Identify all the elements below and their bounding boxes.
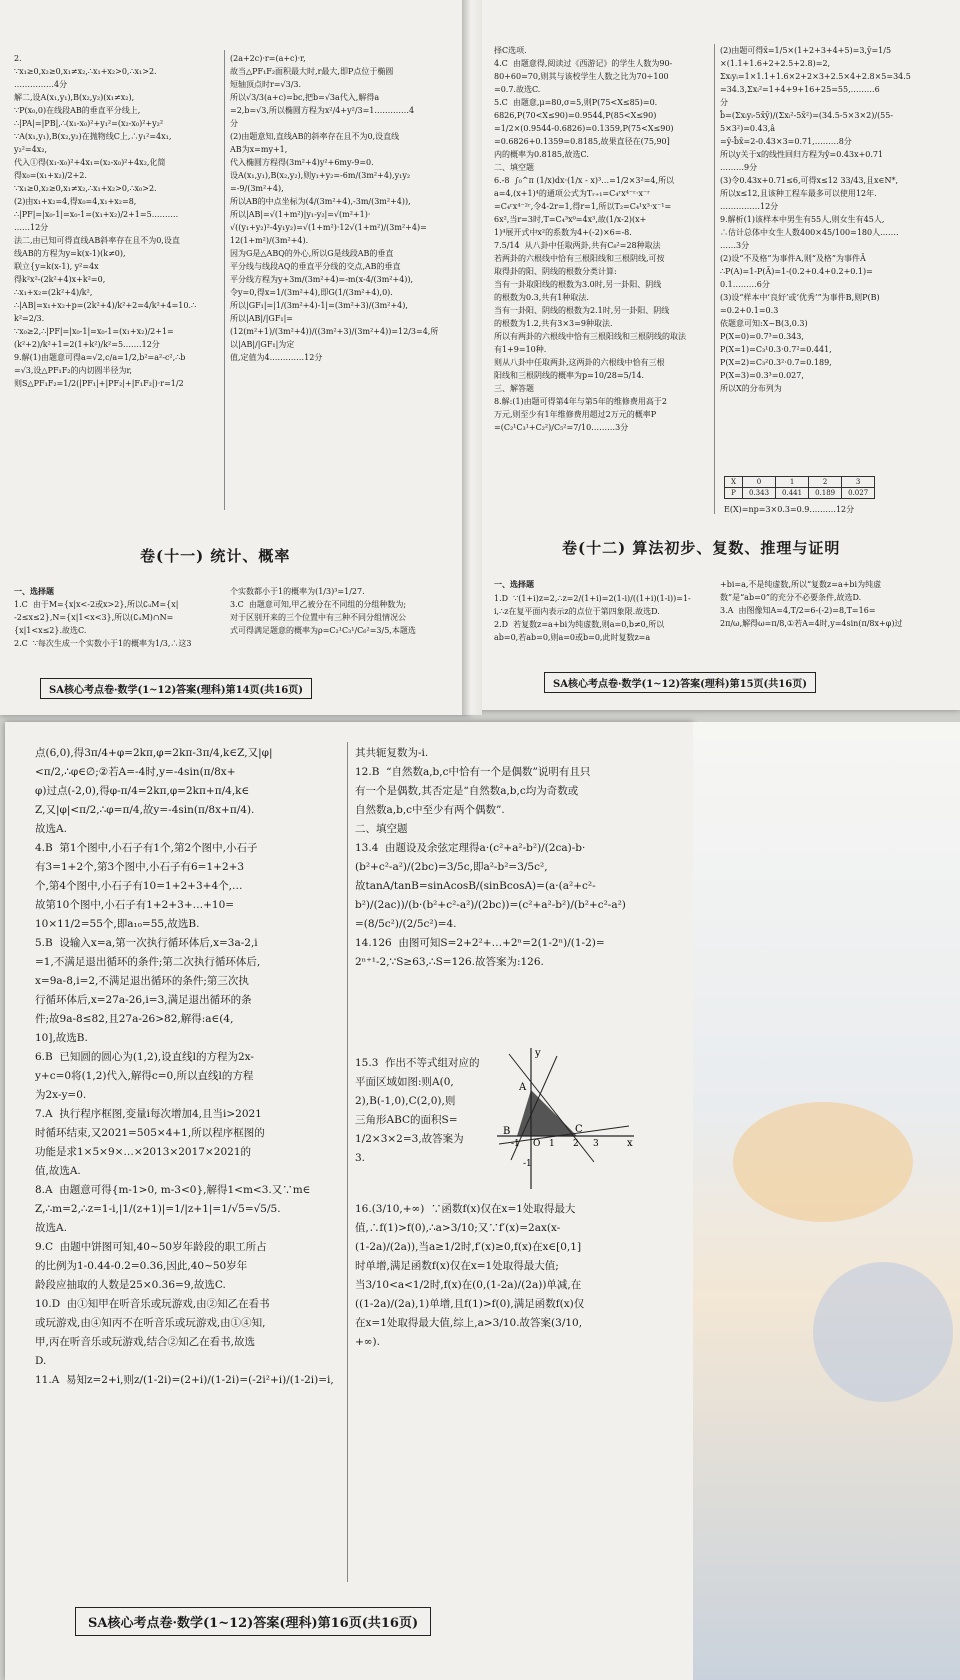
tick-label: -1 <box>511 1139 520 1149</box>
table-cell: 3 <box>842 477 875 488</box>
point-label-b: B <box>503 1126 511 1137</box>
tick-label: 3 <box>593 1139 599 1149</box>
answer-page-16 <box>5 722 693 1680</box>
page-footer: SA核心考点卷·数学(1~12)答案(理科)第14页(共16页) <box>40 678 312 699</box>
table-row <box>725 488 875 499</box>
tick-label: -1 <box>523 1159 532 1169</box>
tick-label: 1 <box>549 1139 555 1149</box>
column-divider <box>714 44 715 514</box>
table-cell: 0.441 <box>776 488 809 499</box>
expectation-line: E(X)=np=3×0.3=0.9.………12分 <box>724 505 855 514</box>
table-cell: P <box>725 488 743 499</box>
section-heading: 一、选择题 <box>494 579 534 589</box>
page14-bottom-right: 个实数都小于1的概率为(1/3)³=1/27. 3.C 由题意可知,甲乙被分在不同组的分组种数为; 对于区别开来的三个位置中有三种不同分组情况公 式可得满足题意的概率为ρ=C₂¹C₃¹/C₆²=3/5,本题选 <box>230 587 416 635</box>
page14-right-column: (2a+2c)·r=(a+c)·r, 故当△PF₁F₂面积最大时,r最大,即P点位于椭圆 短轴顶点时r=√3/3. 所以√3/3(a+c)=bc,把b=√3a代入,解得a =2,b=√3,所以椭圆方程为x²/4+y²/3=1.…………4 分 (2)由题意知,直线AB的斜率存在且不为0,设直线 AB为x=my+1, 代入椭圆方程得(3m²+4)y²+6my-9=0. 设A(x₁,y₁),B(x₂,y₂),则y₁+y₂=-6m/(3m²+4),y₁y₂ =-9/(3m²+4), 所以AB的中点坐标为(4/(3m²+4),-3m/(3m²+4)), 所以|AB|=√(1+m²)|y₁-y₂|=√(m²+1)· √((y₁+y₂)²-4y₁y₂)=√(1+m²)·12√(1+m²)/(3m²+4)= 12(1+m²)/(3m²+4). 因为G是△ABQ的外心,所以G是线段AB的垂直 平分线与线段AQ的垂直平分线的交点,AB的垂直 平分线方程为y+3m/(3m²+4)=-m(x-4/(3m²+4)), 令y=0,得x=1/(3m²+4),即G(1/(3m²+4),0). 所以|GF₁|=|1/(3m²+4)-1|=(3m²+3)/(3m²+4), 所以|AB|/|GF₁|=(12(m²+1)/(3m²+4))/((3m²+3)/(3m²+4))=12/3=4,所以|AB|/|GF₁|为定 值,定值为4.…………12分 <box>230 54 439 362</box>
answer-page-15 <box>474 0 960 710</box>
page15-left-column: 择C选项. 4.C 由题意得,阅读过《西游记》的学生人数为90- 80+60=70,则其与该校学生人数之比为70÷100 =0.7.故选C. 5.C 由题意,μ=80,σ=5,则P(75<X≤85)=0. 6826,P(70<X≤90)=0.9544,P(85<X≤90) =1/2×(0.9544-0.6826)=0.1359,P(75<X≤90) =0.6826+0.1359=0.8185,故果直径在(75,90] 内的概率为0.8185,故选C. 二、填空题 6.-8 ∫₀^π (1/x)dx·(1/x - x)³…=1/2×3²=4,所以 a=4,(x+1)⁴的通项公式为Tᵣ₊₁=C₄ʳx⁴⁻ʳ·x⁻ʳ =C₄ʳx⁴⁻²ʳ,令4-2r=1,得r=1,所以T₂=C₄¹x³·x⁻¹= 6x²,当r=3时,T=C₄³x⁰=4x³,故(1/x-2)(x+ 1)⁴展开式中x²的系数为4+(-2)×6=-8. 7.5/14 从八卦中任取两卦,共有C₈²=28种取法 若两卦的六根线中恰有三根阳线和三根阴线,可按 取得卦的阳、阴线的根数分类计算: 当有一卦取阳线的根数为3.0时,另一卦阳、阴线 的根数为0.3,共有1种取法. 当有一卦阳、阴线的根数为2.1时,另一卦阳、阴线 的根数为1.2,共有3×3=9种取法. 所以有两卦的六根线中恰有三根阳线和三根阴线的取法 有1+9=10种. 则从八卦中任取两卦,这两卦的六根线中恰有三根 阳线和三根阴线的概率为p=10/28=5/14. 三、解答题 8.解:(1)由题可得第4年与第5年的维修费用高于2 万元,则至少有1年维修费用超过2万元的概率P =(C₂¹C₃¹+C₂²)/C₅²=7/10………3分 <box>494 46 686 432</box>
answer-page-14 <box>0 0 470 715</box>
tick-label: 2 <box>573 1139 579 1149</box>
page15-right-column: (2)由题可得x̄=1/5×(1+2+3+4+5)=3,ȳ=1/5 ×(1.1+1.6+2+2.5+2.8)=2, Σxᵢyᵢ=1×1.1+1.6×2+2×3+2.5×4+2.8×5=34.5 =34.3,Σxᵢ²=1+4+9+16+25=55,………6 分 b̂=(Σxᵢyᵢ-5x̄ȳ)/(Σxᵢ²-5x̄²)=(34.5-5×3×2)/(55-5×3²)=0.43,â =ȳ-b̂x̄=2-0.43×3=0.71,………8分 所以y关于x的线性回归方程为ŷ=0.43x+0.71 ………9分 (3)令0.43x+0.71≤6,可得x≤12 33/43,且x∈N*, 所以x≤12,且该种工程车最多可以使用12年. ……………12分 9.解析(1)该样本中男生有55人,则女生有45人, ∴估计总体中女生人数400×45/100=180人.…… ……3分 (2)设“不及格”为事件A,则“及格”为事件Ā ∴P(A)=1-P(Ā)=1-(0.2+0.4+0.2+0.1)= 0.1………6分 (3)设“样本中‘良好’或‘优秀’”为事件B,则P(B) =0.2+0.1=0.3 依题意可知:X~B(3,0.3) P(X=0)=0.7³=0.343, P(X=1)=C₃¹0.3·0.7²=0.441, P(X=2)=C₃²0.3²·0.7=0.189, P(X=3)=0.3³=0.027, 所以X的分布列为 <box>720 46 911 393</box>
page14-left-column: 2. ∵x₁≥0,x₂≥0,x₁≠x₂,∴x₁+x₂>0,∴x₁>2. ……………4分 解二,设A(x₁,y₁),B(x₂,y₂)(x₁≠x₂), ∵P(x₀,0)在线段AB的垂直平分线上, ∴|PA|=|PB|,∴(x₁-x₀)²+y₁²=(x₂-x₀)²+y₂² ∵A(x₁,y₁),B(x₂,y₂)在抛物线C上,∴y₁²=4x₁, y₂²=4x₂, 代入①得(x₁-x₀)²+4x₁=(x₂-x₀)²+4x₂,化简 得x₀=(x₁+x₂)/2+2. ∵x₁≥0,x₂≥0,x₁≠x₂,∴x₁+x₂>0,∴x₀>2. (2)由x₁+x₂=4,得x₀=4,x₁+x₂=8, ∴|PF|=|x₀-1|=x₀-1=(x₁+x₂)/2+1=5.……… ……12分 法二,由已知可得直线AB斜率存在且不为0,设直 线AB的方程为y=k(x-1)(k≠0), 联立{y=k(x-1), y²=4x 得k²x²-(2k²+4)x+k²=0, ∴x₁+x₂=(2k²+4)/k², ∴|AB|=x₁+x₂+p=(2k²+4)/k²+2=4/k²+4=10.∴ k²=2/3. ∵x₀≥2,∴|PF|=|x₀-1|=x₀-1=(x₁+x₂)/2+1= (k²+2)/k²+1=2(1+k²)/k²=5.……12分 9.解(1)由题意可得a=√2,c/a=1/2,b²=a²-c²,∴b =√3,设△PF₁F₂的内切圆半径为r, 则S△PF₁F₂=1/2(|PF₁|+|PF₂|+|F₁F₂|)·r=1/2 <box>14 54 197 388</box>
point-label-a: A <box>519 1082 527 1093</box>
background-decoration <box>733 1102 913 1222</box>
axis-label-y: y <box>535 1048 541 1059</box>
table-cell: 0.189 <box>809 488 842 499</box>
page14-bottom-left: 1.C 由于M={x|x<-2或x>2},所以∁ᵤM={x| -2≤x≤2},N={x|1<x<3},所以(∁ᵤM)∩N= {x|1<x≤2}.故选C. 2.C ∵每次生成一个实数小于1的概率为1/3,∴这3 <box>14 600 192 648</box>
page16-left-column: 点(6,0),得3π/4+φ=2kπ,φ=2kπ-3π/4,k∈Z,又|φ| <π/2,∴φ∈∅;②若A=-4时,y=-4sin(π/8x+ φ)过点(-2,0),得φ-π/4=2kπ,φ=2kπ+π/4,k∈ Z,又|φ|<π/2,∴φ=π/4,故y=-4sin(π/8x+π/4). 故选A. 4.B 第1个图中,小石子有1个,第2个图中,小石子 有3=1+2个,第3个图中,小石子有6=1+2+3 个,第4个图中,小石子有10=1+2+3+4个,… 故第10个图中,小石子有1+2+3+…+10= 10×11/2=55个,即a₁₀=55,故选B. 5.B 设输入x=a,第一次执行循环体后,x=3a-2,i =1,不满足退出循环的条件;第二次执行循环体后, x=9a-8,i=2,不满足退出循环的条件;第三次执 行循环体后,x=27a-26,i=3,满足退出循环的条 件;故9a-8≤82,且27a-26>82,解得:a∈(4, 10],故选B. 6.B 已知圆的圆心为(1,2),设直线l的方程为2x- y+c=0将(1,2)代入,解得c=0,所以直线l的方程 为2x-y=0. 7.A 执行程序框图,变量i每次增加4,且当i>2021 时循环结束,又2021=505×4+1,所以程序框图的 功能是求1×5×9×…×2013×2017×2021的 值,故选A. 8.A 由题意可得{m-1>0, m-3<0},解得1<m<3.又∵m∈ Z,∴m=2,∴z=1-i,|1/(z+1)|=1/|z+1|=1/√5=√5/5. 故选A. 9.C 由题中饼图可知,40~50岁年龄段的职工所占 的比例为1-0.44-0.2=0.36,因此,40~50岁年 龄段应抽取的人数是25×0.36=9,故选C. 10.D 由①知甲在听音乐或玩游戏,由②知乙在看书 或玩游戏,由④知丙不在听音乐或玩游戏,由①④知, 甲,丙在听音乐或玩游戏,结合②知乙在看书,故选 D. 11.A 易知z=2+i,则z/(1-2i)=(2+i)/(1-2i)=(-2i²+i)/(1-2i)=i, <box>35 747 334 1386</box>
page15-bottom-left: 1.D ∵(1+i)z=2,∴z=2/(1+i)=2(1-i)/((1+i)(1-i))=1- i,∴z在复平面内表示z的点位于第四象限.故选D. 2.D 若复数z=a+bi为纯虚数,则a=0,b≠0,所以 ab=0,若ab=0,则a=0或b=0,此时复数z=a <box>494 594 691 642</box>
section-heading: 一、选择题 <box>14 586 54 596</box>
problem-15-text: 15.3 作出不等式组对应的 平面区域如图:则A(0, 2),B(-1,0),C(2,0),则 三角形ABC的面积S= 1/2×3×2=3,故答案为 3. <box>355 1057 480 1164</box>
table-cell: 1 <box>776 477 809 488</box>
table-row <box>725 477 875 488</box>
table-cell: 2 <box>809 477 842 488</box>
page-footer: SA核心考点卷·数学(1~12)答案(理科)第16页(共16页) <box>75 1607 431 1636</box>
table-cell: X <box>725 477 743 488</box>
column-divider <box>224 50 225 510</box>
page16-right-column-bottom: 16.(3/10,+∞) ∵函数f(x)仅在x=1处取得最大 值,∴f(1)>f(0),∴a>3/10;又∵f′(x)=2ax(x- (1-2a)/(2a)),当a≥1/2时,f′(x)≥0,f(x)在x∈[0,1] 时单增,满足函数f(x)仅在x=1处取得最大值; 当3/10<a<1/2时,f(x)在(0,(1-2a)/(2a))单减,在 ((1-2a)/(2a),1)单增,且f(1)>f(0),满足函数f(x)仅 在x=1处取得最大值,综上,a>3/10.故答案(3/10, +∞). <box>355 1203 585 1348</box>
table-cell: 0.027 <box>842 488 875 499</box>
column-divider <box>347 742 348 1582</box>
book-gutter <box>462 0 482 715</box>
origin-label: O <box>533 1139 541 1149</box>
background-surface <box>693 722 960 1680</box>
distribution-table <box>724 476 875 499</box>
point-label-c: C <box>575 1124 583 1135</box>
page15-bottom-right: +bi=a,不是纯虚数,所以“复数z=a+bi为纯虚 数”是“ab=0”的充分不必要条件,故选D. 3.A 由图像知A=4,T/2=6-(-2)=8,T=16= 2π/ω,解得ω=π/8,①若A=4时,y=4sin(π/8x+φ)过 <box>720 580 903 628</box>
feasible-region-graph <box>489 1044 639 1194</box>
table-cell: 0.343 <box>742 488 775 499</box>
page16-right-column-top: 其共轭复数为-i. 12.B “自然数a,b,c中恰有一个是偶数”说明有且只 有一个是偶数,其否定是“自然数a,b,c均为奇数或 自然数a,b,c中至少有两个偶数”. 二、填空题 13.4 由题设及余弦定理得a·(c²+a²-b²)/(2ca)-b· (b²+c²-a²)/(2bc)=3/5c,即a²-b²=3/5c², 故tanA/tanB=sinAcosB/(sinBcosA)=(a·(a²+c²-b²)/(2ac))/(b·(b²+c²-a²)/(2bc))=(c²+a²-b²)/(b²+c²-a²) =(8/5c²)/(2/5c²)=4. 14.126 由图可知S=2+2²+…+2ⁿ=2(1-2ⁿ)/(1-2)= 2ⁿ⁺¹-2,∵S≥63,∴S=126.故答案为:126. <box>355 747 626 968</box>
chapter-title: 卷(十一) 统计、概率 <box>140 547 291 565</box>
background-decoration <box>813 1262 953 1402</box>
axis-label-x: x <box>627 1138 633 1149</box>
chapter-title: 卷(十二) 算法初步、复数、推理与证明 <box>562 539 841 557</box>
page-footer: SA核心考点卷·数学(1~12)答案(理科)第15页(共16页) <box>544 672 816 693</box>
table-cell: 0 <box>742 477 775 488</box>
